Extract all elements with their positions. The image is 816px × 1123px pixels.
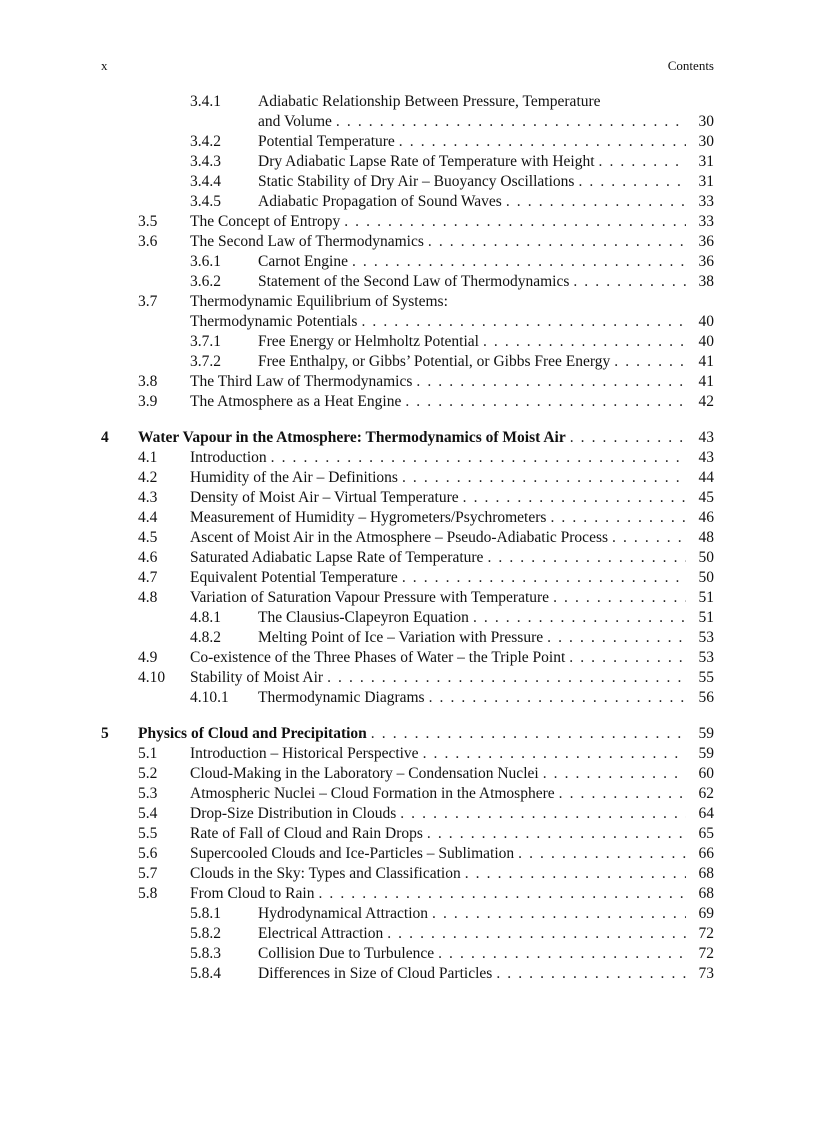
entry-number: 3.4.1 xyxy=(190,93,221,110)
dot-leader xyxy=(461,864,686,884)
toc-subsection-entry[interactable] xyxy=(101,252,714,272)
entry-page-number: 36 xyxy=(698,253,714,270)
entry-page-number: 72 xyxy=(698,925,714,942)
entry-page-number: 31 xyxy=(698,153,714,170)
entry-page-number: 31 xyxy=(698,173,714,190)
toc-subsection-entry[interactable] xyxy=(101,924,714,944)
dot-leader xyxy=(314,884,686,904)
entry-title-line xyxy=(258,332,714,352)
toc-subsection-entry[interactable] xyxy=(101,608,714,628)
entry-page-number: 33 xyxy=(698,213,714,230)
entry-number: 5 xyxy=(101,725,109,742)
entry-title-line xyxy=(138,428,714,448)
running-head: Contents xyxy=(667,58,714,73)
dot-leader xyxy=(569,272,686,292)
toc-section-entry-continuation[interactable] xyxy=(101,312,714,332)
entry-title-line xyxy=(190,824,714,844)
entry-number: 3.7.2 xyxy=(190,353,221,370)
dot-leader xyxy=(514,844,686,864)
toc-subsection-entry[interactable] xyxy=(101,904,714,924)
entry-number: 5.8.4 xyxy=(190,965,221,982)
entry-number: 3.4.2 xyxy=(190,133,221,150)
dot-leader xyxy=(539,764,686,784)
entry-title-line xyxy=(190,648,714,668)
entry-page-number: 66 xyxy=(698,845,714,862)
entry-page-number: 53 xyxy=(698,629,714,646)
entry-page-number: 51 xyxy=(698,609,714,626)
entry-title-line xyxy=(258,688,714,708)
entry-page-number: 68 xyxy=(698,865,714,882)
entry-title-line xyxy=(190,568,714,588)
entry-title-line xyxy=(258,628,714,648)
entry-title-line xyxy=(190,488,714,508)
entry-title-line xyxy=(258,152,714,172)
entry-title: The Atmosphere as a Heat Engine xyxy=(190,393,402,410)
toc-subsection-entry[interactable] xyxy=(101,688,714,708)
entry-title-line xyxy=(258,608,714,628)
entry-page-number: 43 xyxy=(698,429,714,446)
entry-title-line xyxy=(190,372,714,392)
dot-leader xyxy=(546,508,686,528)
dot-leader xyxy=(543,628,686,648)
entry-page-number: 59 xyxy=(698,745,714,762)
dot-leader xyxy=(555,784,686,804)
entry-title: The Third Law of Thermodynamics xyxy=(190,373,413,390)
toc-section-entry[interactable] xyxy=(101,232,714,252)
entry-title-line xyxy=(190,844,714,864)
dot-leader xyxy=(595,152,686,172)
dot-leader xyxy=(323,668,686,688)
entry-title: Density of Moist Air – Virtual Temperature xyxy=(190,489,459,506)
dot-leader xyxy=(348,252,686,272)
entry-title-line xyxy=(190,744,714,764)
entry-title: From Cloud to Rain xyxy=(190,885,315,902)
entry-number: 5.8.2 xyxy=(190,925,221,942)
page-number: x xyxy=(101,58,108,73)
dot-leader xyxy=(396,804,686,824)
entry-title: Measurement of Humidity – Hygrometers/Psychrometers xyxy=(190,509,547,526)
dot-leader xyxy=(423,824,686,844)
entry-page-number: 51 xyxy=(698,589,714,606)
entry-title: Saturated Adiabatic Lapse Rate of Temperature xyxy=(190,549,484,566)
entry-page-number: 33 xyxy=(698,193,714,210)
dot-leader xyxy=(483,548,686,568)
entry-title: Supercooled Clouds and Ice-Particles – Sublimation xyxy=(190,845,515,862)
entry-number: 3.7 xyxy=(138,293,158,310)
entry-number: 4.10.1 xyxy=(190,689,229,706)
entry-number: 5.3 xyxy=(138,785,158,802)
dot-leader xyxy=(479,332,686,352)
toc-section-entry[interactable] xyxy=(101,744,714,764)
entry-page-number: 38 xyxy=(698,273,714,290)
entry-title-line xyxy=(258,964,714,984)
toc-section-entry[interactable] xyxy=(101,468,714,488)
table-of-contents xyxy=(101,92,714,984)
entry-title-line xyxy=(190,508,714,528)
entry-page-number: 40 xyxy=(698,333,714,350)
toc-subsection-entry[interactable] xyxy=(101,628,714,648)
toc-section-entry[interactable] xyxy=(101,804,714,824)
entry-title: Hydrodynamical Attraction xyxy=(258,905,429,922)
entry-title-line xyxy=(190,784,714,804)
dot-leader xyxy=(332,112,686,132)
dot-leader xyxy=(398,568,686,588)
entry-title: Stability of Moist Air xyxy=(190,669,324,686)
entry-number: 3.6.1 xyxy=(190,253,221,270)
dot-leader xyxy=(459,488,686,508)
entry-number: 4 xyxy=(101,429,109,446)
entry-number: 5.8.1 xyxy=(190,905,221,922)
entry-title: The Concept of Entropy xyxy=(190,213,341,230)
entry-page-number: 62 xyxy=(698,785,714,802)
entry-title: Static Stability of Dry Air – Buoyancy Oscillations xyxy=(258,173,575,190)
toc-section-entry[interactable] xyxy=(101,588,714,608)
entry-number: 4.8 xyxy=(138,589,158,606)
toc-section-entry[interactable] xyxy=(101,668,714,688)
toc-section-entry[interactable] xyxy=(101,448,714,468)
entry-title-line xyxy=(190,232,714,252)
dot-leader xyxy=(565,648,686,668)
toc-section-entry[interactable] xyxy=(101,824,714,844)
entry-title-line xyxy=(258,112,714,132)
entry-number: 4.9 xyxy=(138,649,158,666)
dot-leader xyxy=(425,688,686,708)
entry-number: 3.4.4 xyxy=(190,173,221,190)
dot-leader xyxy=(424,232,686,252)
dot-leader xyxy=(502,192,686,212)
toc-section-entry[interactable] xyxy=(101,784,714,804)
dot-leader xyxy=(340,212,686,232)
entry-page-number: 73 xyxy=(698,965,714,982)
entry-number: 5.8.3 xyxy=(190,945,221,962)
entry-title: Atmospheric Nuclei – Cloud Formation in the Atmosphere xyxy=(190,785,555,802)
entry-page-number: 36 xyxy=(698,233,714,250)
toc-section-entry[interactable] xyxy=(101,528,714,548)
entry-number: 3.7.1 xyxy=(190,333,221,350)
dot-leader xyxy=(383,924,686,944)
entry-title: Water Vapour in the Atmosphere: Thermodynamics of Moist Air xyxy=(138,429,566,446)
entry-title-line xyxy=(258,172,714,192)
entry-page-number: 46 xyxy=(698,509,714,526)
toc-subsection-entry[interactable] xyxy=(101,152,714,172)
dot-leader xyxy=(267,448,686,468)
dot-leader xyxy=(357,312,686,332)
toc-subsection-entry[interactable] xyxy=(101,944,714,964)
entry-title-line xyxy=(190,668,714,688)
entry-title-line xyxy=(258,924,714,944)
entry-title: Thermodynamic Potentials xyxy=(190,313,358,330)
entry-title-line xyxy=(258,252,714,272)
toc-section-entry[interactable] xyxy=(101,844,714,864)
toc-section-entry[interactable] xyxy=(101,864,714,884)
entry-number: 3.4.3 xyxy=(190,153,221,170)
entry-title: Humidity of the Air – Definitions xyxy=(190,469,398,486)
toc-chapter-entry[interactable] xyxy=(101,724,714,744)
entry-title: Physics of Cloud and Precipitation xyxy=(138,725,367,742)
dot-leader xyxy=(608,528,686,548)
entry-number: 4.5 xyxy=(138,529,158,546)
entry-page-number: 65 xyxy=(698,825,714,842)
entry-number: 5.1 xyxy=(138,745,158,762)
entry-title: Potential Temperature xyxy=(258,133,395,150)
entry-title: Free Energy or Helmholtz Potential xyxy=(258,333,479,350)
toc-section-entry[interactable] xyxy=(101,648,714,668)
entry-title: Dry Adiabatic Lapse Rate of Temperature with Height xyxy=(258,153,595,170)
toc-subsection-entry[interactable] xyxy=(101,92,714,112)
entry-title-line xyxy=(190,588,714,608)
entry-page-number: 44 xyxy=(698,469,714,486)
entry-page-number: 72 xyxy=(698,945,714,962)
dot-leader xyxy=(434,944,686,964)
entry-title: Thermodynamic Equilibrium of Systems: xyxy=(190,293,448,310)
entry-title-line xyxy=(190,764,714,784)
entry-title-line xyxy=(258,192,714,212)
entry-number: 4.4 xyxy=(138,509,158,526)
entry-title: The Second Law of Thermodynamics xyxy=(190,233,424,250)
entry-title: Equivalent Potential Temperature xyxy=(190,569,398,586)
toc-subsection-entry[interactable] xyxy=(101,332,714,352)
entry-title: The Clausius-Clapeyron Equation xyxy=(258,609,469,626)
entry-title-line xyxy=(190,528,714,548)
dot-leader xyxy=(549,588,686,608)
entry-number: 4.8.1 xyxy=(190,609,221,626)
entry-number: 3.8 xyxy=(138,373,158,390)
toc-section-entry[interactable] xyxy=(101,548,714,568)
entry-page-number: 50 xyxy=(698,549,714,566)
dot-leader xyxy=(398,468,686,488)
entry-page-number: 48 xyxy=(698,529,714,546)
entry-title-line xyxy=(190,468,714,488)
entry-title: Cloud-Making in the Laboratory – Condensation Nuclei xyxy=(190,765,539,782)
toc-subsection-entry[interactable] xyxy=(101,192,714,212)
entry-page-number: 69 xyxy=(698,905,714,922)
entry-page-number: 41 xyxy=(698,373,714,390)
dot-leader xyxy=(492,964,686,984)
chapter-spacer xyxy=(101,708,714,724)
entry-title: Collision Due to Turbulence xyxy=(258,945,435,962)
toc-subsection-entry[interactable] xyxy=(101,352,714,372)
entry-title-line xyxy=(190,392,714,412)
entry-title-line xyxy=(190,292,714,312)
dot-leader xyxy=(367,724,686,744)
entry-page-number: 41 xyxy=(698,353,714,370)
dot-leader xyxy=(401,392,686,412)
entry-title-line xyxy=(190,864,714,884)
entry-page-number: 60 xyxy=(698,765,714,782)
dot-leader xyxy=(395,132,686,152)
entry-title: Statement of the Second Law of Thermodynamics xyxy=(258,273,570,290)
entry-number: 5.5 xyxy=(138,825,158,842)
entry-number: 4.7 xyxy=(138,569,158,586)
toc-section-entry[interactable] xyxy=(101,884,714,904)
entry-title: Clouds in the Sky: Types and Classification xyxy=(190,865,461,882)
entry-number: 5.6 xyxy=(138,845,158,862)
dot-leader xyxy=(566,428,686,448)
dot-leader xyxy=(419,744,686,764)
entry-title-line xyxy=(258,352,714,372)
entry-title-line xyxy=(190,448,714,468)
entry-title: Rate of Fall of Cloud and Rain Drops xyxy=(190,825,423,842)
entry-number: 4.3 xyxy=(138,489,158,506)
dot-leader xyxy=(574,172,686,192)
entry-title: Co-existence of the Three Phases of Water – the Triple Point xyxy=(190,649,566,666)
entry-title: Introduction – Historical Perspective xyxy=(190,745,419,762)
toc-subsection-entry-continuation[interactable] xyxy=(101,112,714,132)
entry-number: 4.6 xyxy=(138,549,158,566)
entry-number: 4.8.2 xyxy=(190,629,221,646)
entry-number: 4.1 xyxy=(138,449,158,466)
entry-title-line xyxy=(258,904,714,924)
entry-title: Adiabatic Propagation of Sound Waves xyxy=(258,193,502,210)
entry-title-line xyxy=(138,724,714,744)
entry-title-line xyxy=(190,884,714,904)
page-header xyxy=(101,58,714,78)
dot-leader xyxy=(610,352,686,372)
entry-title: Variation of Saturation Vapour Pressure with Temperature xyxy=(190,589,550,606)
toc-subsection-entry[interactable] xyxy=(101,132,714,152)
toc-subsection-entry[interactable] xyxy=(101,172,714,192)
toc-section-entry[interactable] xyxy=(101,212,714,232)
entry-title: Introduction xyxy=(190,449,267,466)
entry-page-number: 42 xyxy=(698,393,714,410)
entry-title: Ascent of Moist Air in the Atmosphere – Pseudo-Adiabatic Process xyxy=(190,529,609,546)
entry-page-number: 30 xyxy=(698,113,714,130)
entry-number: 5.2 xyxy=(138,765,158,782)
entry-page-number: 53 xyxy=(698,649,714,666)
dot-leader xyxy=(412,372,686,392)
entry-page-number: 55 xyxy=(698,669,714,686)
entry-page-number: 68 xyxy=(698,885,714,902)
entry-title: Thermodynamic Diagrams xyxy=(258,689,425,706)
toc-section-entry[interactable] xyxy=(101,764,714,784)
entry-number: 3.9 xyxy=(138,393,158,410)
entry-page-number: 56 xyxy=(698,689,714,706)
entry-title: Carnot Engine xyxy=(258,253,348,270)
entry-number: 5.7 xyxy=(138,865,158,882)
toc-section-entry[interactable] xyxy=(101,372,714,392)
toc-section-entry[interactable] xyxy=(101,568,714,588)
chapter-spacer xyxy=(101,412,714,428)
entry-page-number: 59 xyxy=(698,725,714,742)
entry-number: 3.6 xyxy=(138,233,158,250)
toc-subsection-entry[interactable] xyxy=(101,272,714,292)
entry-page-number: 43 xyxy=(698,449,714,466)
entry-number: 4.2 xyxy=(138,469,158,486)
entry-title-line xyxy=(258,944,714,964)
entry-title-line xyxy=(258,92,714,112)
toc-section-entry[interactable] xyxy=(101,292,714,312)
toc-chapter-entry[interactable] xyxy=(101,428,714,448)
toc-section-entry[interactable] xyxy=(101,508,714,528)
entry-number: 5.8 xyxy=(138,885,158,902)
entry-page-number: 45 xyxy=(698,489,714,506)
entry-page-number: 30 xyxy=(698,133,714,150)
entry-page-number: 40 xyxy=(698,313,714,330)
toc-subsection-entry[interactable] xyxy=(101,964,714,984)
entry-title-line xyxy=(190,312,714,332)
entry-number: 3.4.5 xyxy=(190,193,221,210)
toc-section-entry[interactable] xyxy=(101,392,714,412)
entry-number: 4.10 xyxy=(138,669,166,686)
entry-title-line xyxy=(190,548,714,568)
dot-leader xyxy=(469,608,686,628)
entry-title: Differences in Size of Cloud Particles xyxy=(258,965,493,982)
entry-title-line xyxy=(258,272,714,292)
entry-page-number: 64 xyxy=(698,805,714,822)
entry-title: and Volume xyxy=(258,113,332,130)
entry-title: Adiabatic Relationship Between Pressure, Temperature xyxy=(258,93,601,110)
entry-title: Free Enthalpy, or Gibbs’ Potential, or Gibbs Free Energy xyxy=(258,353,611,370)
entry-title-line xyxy=(190,804,714,824)
entry-title-line xyxy=(258,132,714,152)
entry-title: Drop-Size Distribution in Clouds xyxy=(190,805,397,822)
entry-title: Electrical Attraction xyxy=(258,925,384,942)
entry-title: Melting Point of Ice – Variation with Pressure xyxy=(258,629,544,646)
entry-number: 3.6.2 xyxy=(190,273,221,290)
entry-number: 5.4 xyxy=(138,805,158,822)
entry-title-line xyxy=(190,212,714,232)
dot-leader xyxy=(428,904,686,924)
entry-number: 3.5 xyxy=(138,213,158,230)
toc-section-entry[interactable] xyxy=(101,488,714,508)
entry-page-number: 50 xyxy=(698,569,714,586)
